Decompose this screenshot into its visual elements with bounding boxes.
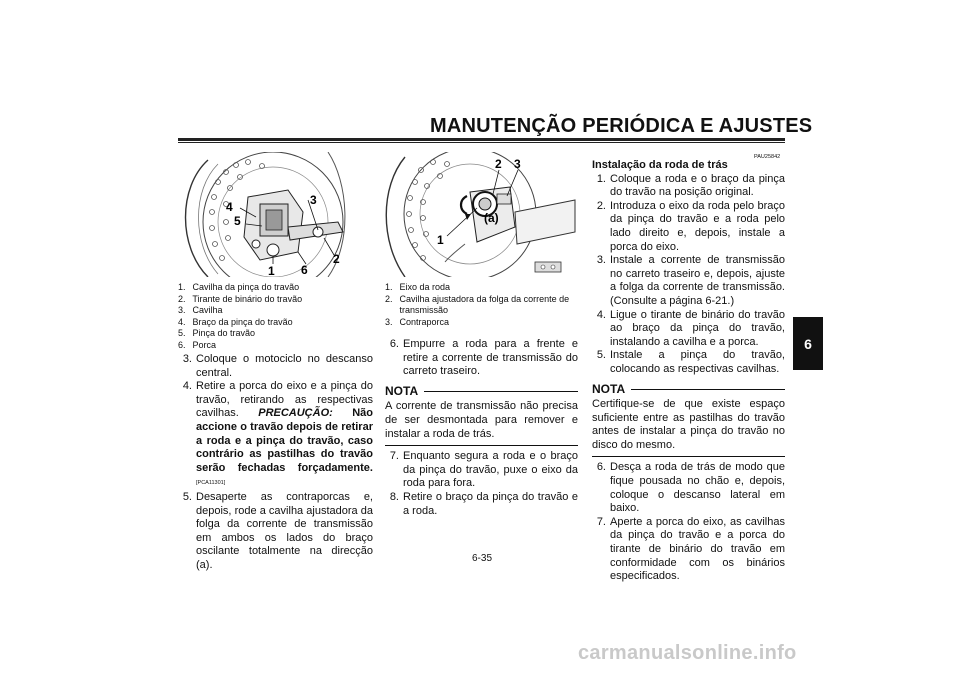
install-step-3: 3. Instale a corrente de transmissão no carreto traseiro e, depois, ajuste a folga da corrente de transmissão. (Consulte a página 6-21.) [596,254,785,307]
caution-text: Não accione o travão depois de retirar a roda e a pinça do travão, caso contrário as pastilhas do travão serão fechadas forçadamente. [196,407,374,474]
brake-caliper-illustration [178,152,373,277]
caution-label: PRECAUÇÃO: [258,407,333,420]
step-5: 5. Desaperte as contraporcas e, depois, rode a cavilha ajustadora da folga da corrente de transmissão em ambos os lados do braço oscilante totalmente na direcção (a). [182,490,373,571]
column-1 [178,353,373,573]
nota-text: Certifique-se de que existe espaço suficiente entre as pastilhas do travão antes de instalar a pinça do travão no disco do mesmo. [592,398,785,451]
caption-item: 6. Porca [178,339,217,350]
callout-2: 2 [495,157,502,171]
step-3: 3. Coloque o motociclo no descanso central. [182,353,373,379]
install-step-5: 5. Instale a pinça do travão, colocando as respectivas cavilhas. [596,349,785,375]
callout-2: 2 [333,252,340,266]
callout-3: 3 [514,157,521,171]
column-2 [385,338,578,518]
caption-item: 1. Eixo da roda [385,282,451,292]
install-step-2: 2. Introduza o eixo da roda pelo braço da pinça do travão e a roda pelo lado direito e, depois, instale a porca do eixo. [596,199,785,253]
caption-item: 2. Tirante de binário do travão [178,293,303,304]
title-rule-thin [178,142,785,143]
wheel-axle-illustration [385,152,578,277]
section-code: PAU25842 [754,154,781,160]
figure-brake-caliper [178,152,373,277]
caption-item: 2. Cavilha ajustadora da folga da corrente de [385,293,570,304]
callout-4: 4 [226,200,233,214]
section-heading: Instalação da roda de trás [592,159,728,171]
nota-text: A corrente de transmissão não precisa de ser desmontada para remover e instalar a roda de trás. [385,400,578,440]
callout-a: (a) [484,211,499,225]
callout-6: 6 [301,263,308,277]
install-step-7: 7. Aperte a porca do eixo, as cavilhas da pinça do travão e a porca do tirante de binário do travão em conformidade com os binários especificados. [596,515,785,583]
callout-1: 1 [268,264,275,277]
caution-code: [PCA11301] [196,480,226,487]
page-title: MANUTENÇÃO PERIÓDICA E AJUSTES [430,115,813,137]
install-step-4: 4. Ligue o tirante de binário do travão ao braço da pinça do travão, instalando a cavilha e a porca. [596,308,785,348]
step-7: 7. Enquanto segura a roda e o braço da pinça do travão, puxe o eixo da roda para fora. [389,450,578,490]
figure-mid-captions [385,282,569,328]
nota-heading: NOTA [592,383,785,397]
step-8: 8. Retire o braço da pinça do travão e a roda. [389,490,578,517]
figure-left-captions [178,282,302,351]
watermark: carmanualsonline.info [578,642,797,664]
caption-item: 4. Braço da pinça do travão [178,316,293,327]
page-number: 6-35 [472,553,493,564]
caption-item: 1. Cavilha da pinça do travão [178,282,300,292]
install-step-1: 1. Coloque a roda e o braço da pinça do travão na posição original. [596,172,785,199]
caption-item: 3. Contraporca [385,316,450,327]
callout-5: 5 [234,214,241,228]
caption-item: 3. Cavilha [178,305,223,315]
caption-item: 5. Pinça do travão [178,328,256,338]
chapter-tab: 6 [793,317,823,370]
nota-end-rule [385,445,578,446]
nota-end-rule [592,456,785,457]
nota-heading: NOTA [385,385,578,399]
step-4: 4. Retire a porca do eixo e a pinça do travão, retirando as respectivas cavilhas. PRECAUÇÃO: Não accione o travão depois de retirar a roda e a pinça do travão, caso contrário as pastilhas do travão serão fechadas forçadamente. [PCA11301] [182,380,374,487]
caption-item: transmissão [399,305,449,315]
figure-wheel-axle [385,152,578,277]
callout-1: 1 [437,233,444,247]
step-6: 6. Empurre a roda para a frente e retire a corrente de transmissão do carreto traseiro. [389,338,578,378]
title-rule [178,138,785,141]
column-3 [592,159,785,584]
install-step-6: 6. Desça a roda de trás de modo que fique pousada no chão e, depois, coloque o descanso lateral em baixo. [596,461,785,515]
callout-3: 3 [310,193,317,207]
